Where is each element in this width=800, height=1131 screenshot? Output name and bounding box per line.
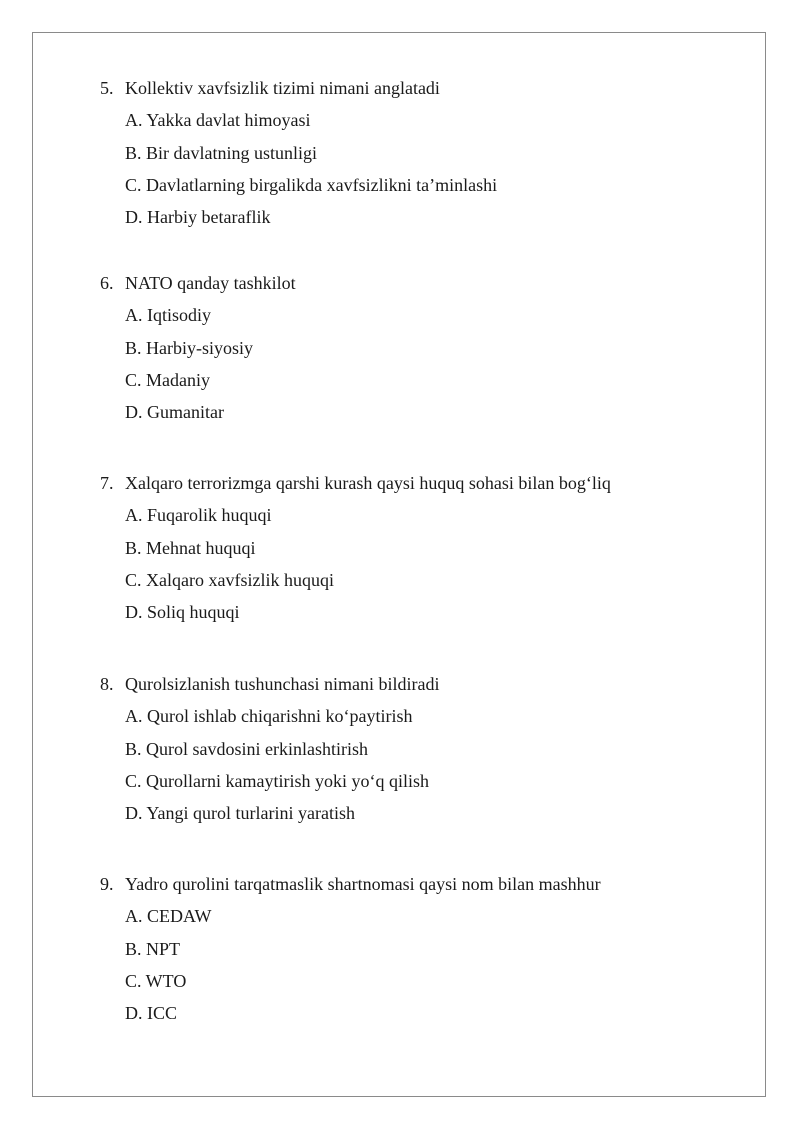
question-7 [100, 471, 740, 624]
question-number: 9. [100, 874, 114, 894]
answer-options [100, 303, 740, 424]
question-number: 5. [100, 78, 114, 98]
question-text: NATO qanday tashkilot [125, 273, 296, 293]
option-d: D. Harbiy betaraflik [125, 207, 271, 228]
option-b: B. Mehnat huquqi [125, 537, 256, 558]
question-number: 7. [100, 473, 114, 493]
question-text: Xalqaro terrorizmga qarshi kurash qaysi huquq sohasi bilan bog‘liq [125, 473, 611, 493]
option-b: B. Harbiy-siyosiy [125, 337, 253, 358]
option-d: D. Gumanitar [125, 402, 224, 423]
option-a: A. CEDAW [125, 906, 212, 927]
option-c: C. Qurollarni kamaytirish yoki yo‘q qilish [125, 770, 429, 791]
option-d: D. ICC [125, 1003, 178, 1024]
option-c: C. WTO [125, 970, 187, 991]
question-text: Yadro qurolini tarqatmaslik shartnomasi qaysi nom bilan mashhur [125, 874, 601, 894]
question-8 [100, 672, 740, 825]
answer-options [100, 904, 740, 1025]
question-6 [100, 271, 740, 424]
question-stem [100, 76, 740, 100]
option-b: B. NPT [125, 938, 181, 959]
option-c: C. Xalqaro xavfsizlik huquqi [125, 569, 334, 590]
question-stem [100, 872, 740, 896]
option-a: A. Fuqarolik huquqi [125, 505, 272, 526]
answer-options [100, 503, 740, 624]
option-d: D. Soliq huquqi [125, 602, 240, 623]
option-b: B. Bir davlatning ustunligi [125, 142, 317, 163]
option-a: A. Iqtisodiy [125, 305, 212, 326]
question-stem [100, 471, 740, 495]
question-text: Kollektiv xavfsizlik tizimi nimani anglatadi [125, 78, 440, 98]
question-stem [100, 271, 740, 295]
answer-options [100, 704, 740, 825]
option-b: B. Qurol savdosini erkinlashtirish [125, 738, 368, 759]
option-c: C. Davlatlarning birgalikda xavfsizlikni ta’minlashi [125, 174, 498, 195]
question-text: Qurolsizlanish tushunchasi nimani bildiradi [125, 674, 440, 694]
option-a: A. Yakka davlat himoyasi [125, 110, 311, 131]
question-number: 8. [100, 674, 114, 694]
answer-options [100, 108, 740, 229]
option-c: C. Madaniy [125, 369, 210, 390]
question-number: 6. [100, 273, 114, 293]
question-9 [100, 872, 740, 1025]
question-5 [100, 76, 740, 229]
question-stem [100, 672, 740, 696]
option-d: D. Yangi qurol turlarini yaratish [125, 803, 355, 824]
option-a: A. Qurol ishlab chiqarishni ko‘paytirish [125, 706, 413, 727]
